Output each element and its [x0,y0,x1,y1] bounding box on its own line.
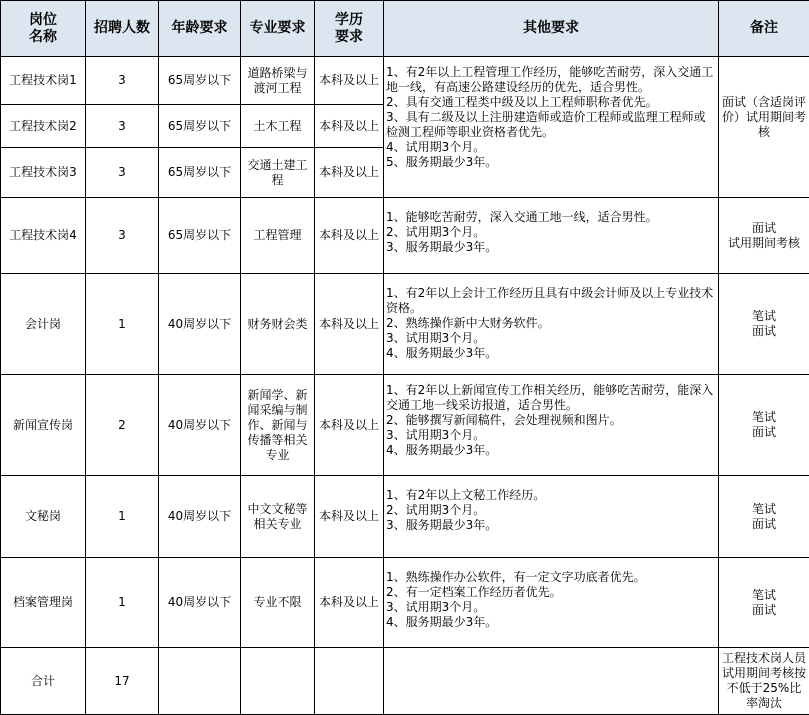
other-requirements-cell [384,198,719,274]
age-cell: 65周岁以下 [159,57,241,105]
major-cell: 新闻学、新闻采编与制作、新闻与传播等相关专业 [241,375,315,476]
note-text: 面试（含适岗评价）试用期间考核 [721,95,807,140]
requirement-line: 3、服务期最少3年。 [386,240,716,255]
note-cell [719,198,809,274]
table-row [1,57,809,105]
total-count: 17 [86,648,159,715]
total-note-cell [719,648,809,715]
education-cell: 本科及以上 [315,57,384,105]
requirement-line: 4、试用期3个月。 [386,140,716,155]
age-cell: 40周岁以下 [159,476,241,558]
major-cell: 中文文秘等相关专业 [241,476,315,558]
other-requirements-cell [384,57,719,198]
count-cell: 3 [86,105,159,148]
table-row [1,558,809,648]
major-cell: 财务财会类 [241,274,315,375]
requirement-line: 1、有2年以上工程管理工作经历，能够吃苦耐劳，深入交通工地一线，有高速公路建设经历的优先，适合男性。 [386,65,716,95]
note-text: 试用期间考核 [721,236,807,251]
header-note: 备注 [719,1,809,57]
major-cell: 工程管理 [241,198,315,274]
requirement-line: 3、具有二级及以上注册建造师或造价工程师或监理工程师或检测工程师等职业资格者优先。 [386,110,716,140]
note-cell [719,558,809,648]
education-cell: 本科及以上 [315,375,384,476]
major-cell: 土木工程 [241,105,315,148]
education-cell: 本科及以上 [315,148,384,198]
note-text: 笔试 [721,588,807,603]
position-cell: 工程技术岗1 [1,57,86,105]
header-count: 招聘人数 [86,1,159,57]
major-cell: 道路桥梁与渡河工程 [241,57,315,105]
age-cell: 40周岁以下 [159,274,241,375]
empty-cell [384,648,719,715]
header-position: 岗位 名称 [1,1,86,57]
header-other-requirements: 其他要求 [384,1,719,57]
count-cell: 3 [86,198,159,274]
requirement-line: 3、试用期3个月。 [386,331,716,346]
requirement-line: 3、试用期3个月。 [386,428,716,443]
requirement-line: 1、能够吃苦耐劳，深入交通工地一线，适合男性。 [386,210,716,225]
requirement-line: 1、有2年以上会计工作经历且具有中级会计师及以上专业技术资格。 [386,286,716,316]
education-cell: 本科及以上 [315,274,384,375]
education-cell: 本科及以上 [315,198,384,274]
age-cell: 40周岁以下 [159,375,241,476]
requirement-line: 1、有2年以上文秘工作经历。 [386,488,716,503]
age-cell: 40周岁以下 [159,558,241,648]
requirement-line: 2、具有交通工程类中级及以上工程师职称者优先。 [386,95,716,110]
requirement-line: 5、服务期最少3年。 [386,155,716,170]
table-row [1,476,809,558]
note-text: 面试 [721,221,807,236]
count-cell: 1 [86,476,159,558]
note-text: 笔试 [721,309,807,324]
requirement-line: 1、有2年以上新闻宣传工作相关经历，能够吃苦耐劳，能深入交通工地一线采访报道，适合男性。 [386,383,716,413]
requirement-line: 1、熟练操作办公软件，有一定文字功底者优先。 [386,570,716,585]
position-cell: 新闻宣传岗 [1,375,86,476]
note-text: 笔试 [721,410,807,425]
total-label: 合计 [1,648,86,715]
major-cell: 交通土建工程 [241,148,315,198]
table-row [1,274,809,375]
requirement-line: 2、熟练操作新中大财务软件。 [386,316,716,331]
education-cell: 本科及以上 [315,105,384,148]
other-requirements-cell [384,558,719,648]
age-cell: 65周岁以下 [159,198,241,274]
header-major: 专业要求 [241,1,315,57]
requirement-line: 4、服务期最少3年。 [386,346,716,361]
requirement-line: 3、服务期最少3年。 [386,518,716,533]
requirement-line: 2、试用期3个月。 [386,225,716,240]
note-text: 面试 [721,425,807,440]
header-education: 学历 要求 [315,1,384,57]
position-cell: 文秘岗 [1,476,86,558]
age-cell: 65周岁以下 [159,148,241,198]
other-requirements-cell [384,375,719,476]
note-cell [719,57,809,198]
count-cell: 2 [86,375,159,476]
note-text: 工程技术岗人员试用期间考核按不低于25%比率淘汰 [721,651,807,711]
requirement-line: 4、服务期最少3年。 [386,615,716,630]
count-cell: 1 [86,274,159,375]
note-text: 面试 [721,517,807,532]
empty-cell [315,648,384,715]
note-text: 面试 [721,603,807,618]
requirement-line: 2、能够撰写新闻稿件，会处理视频和图片。 [386,413,716,428]
requirement-line: 3、试用期3个月。 [386,600,716,615]
education-cell: 本科及以上 [315,558,384,648]
age-cell: 65周岁以下 [159,105,241,148]
position-cell: 档案管理岗 [1,558,86,648]
note-cell [719,375,809,476]
requirement-line: 4、服务期最少3年。 [386,443,716,458]
other-requirements-cell [384,274,719,375]
position-cell: 工程技术岗2 [1,105,86,148]
count-cell: 1 [86,558,159,648]
empty-cell [241,648,315,715]
position-cell: 会计岗 [1,274,86,375]
header-row [1,1,809,57]
requirement-line: 2、试用期3个月。 [386,503,716,518]
note-cell [719,476,809,558]
table-row [1,375,809,476]
major-cell: 专业不限 [241,558,315,648]
count-cell: 3 [86,57,159,105]
requirement-line: 2、有一定档案工作经历者优先。 [386,585,716,600]
note-cell [719,274,809,375]
count-cell: 3 [86,148,159,198]
other-requirements-cell [384,476,719,558]
position-cell: 工程技术岗3 [1,148,86,198]
position-cell: 工程技术岗4 [1,198,86,274]
table-row [1,198,809,274]
header-age: 年龄要求 [159,1,241,57]
education-cell: 本科及以上 [315,476,384,558]
note-text: 笔试 [721,502,807,517]
note-text: 面试 [721,324,807,339]
empty-cell [159,648,241,715]
total-row [1,648,809,715]
